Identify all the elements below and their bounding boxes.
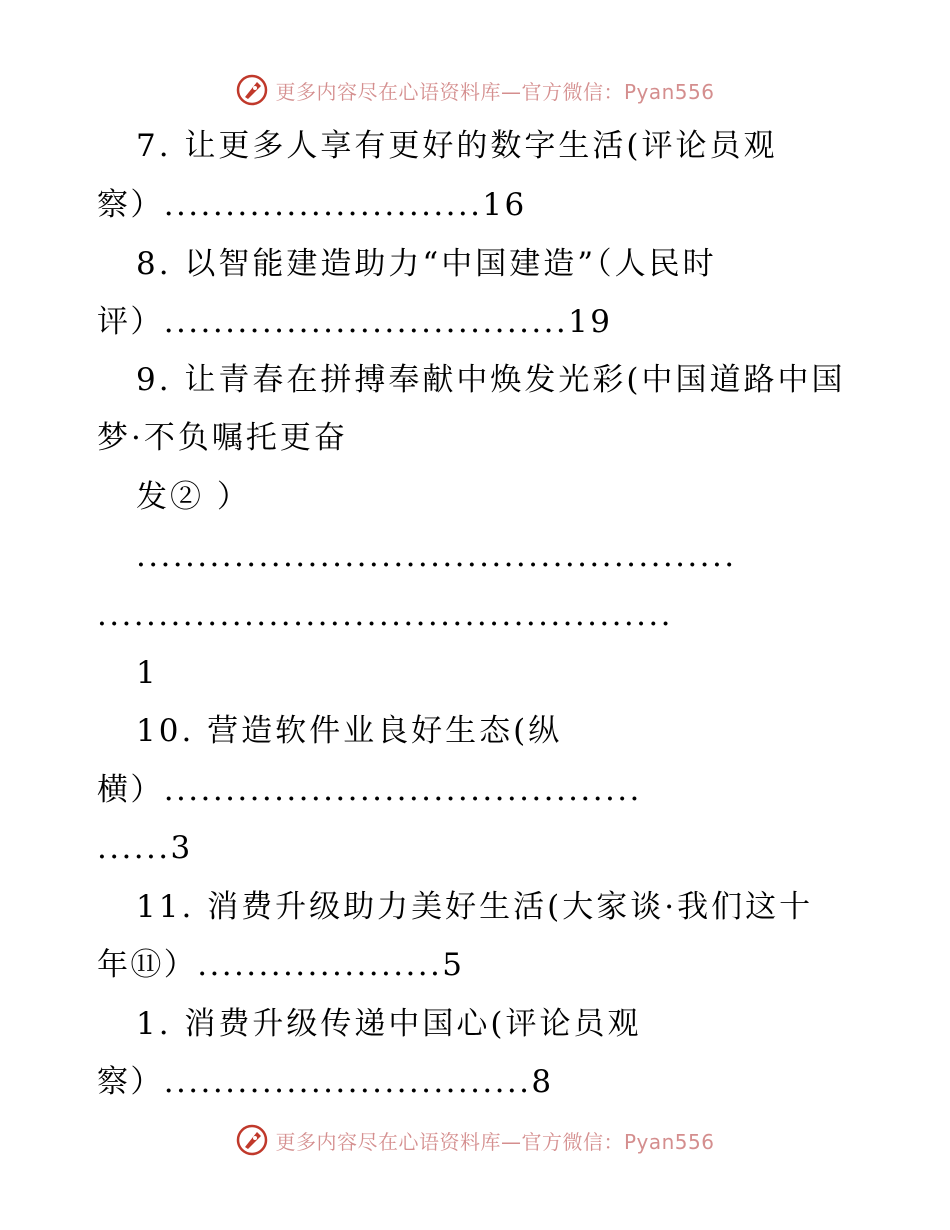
toc-line-12: 横）.......................................: [97, 772, 642, 808]
toc-line-2: 察）..........................16: [97, 187, 527, 223]
toc-line-3: 8. 以智能建造助力“中国建造”（人民时: [136, 246, 717, 282]
toc-line-10: 1: [136, 655, 159, 691]
toc-line-8: .................................................: [136, 538, 737, 574]
toc-line-11: 10. 营造软件业良好生态(纵: [136, 713, 563, 749]
toc-line-9: ...............................................: [97, 597, 673, 633]
toc-line-5: 9. 让青春在拼搏奉献中焕发光彩(中国道路中国: [136, 362, 846, 398]
toc-line-14: 11. 消费升级助力美好生活(大家谈·我们这十: [136, 889, 814, 925]
pen-nib-logo-icon: [235, 1123, 269, 1157]
toc-line-4: 评）.................................19: [97, 304, 613, 340]
toc-line-1: 7. 让更多人享有更好的数字生活(评论员观: [136, 128, 778, 164]
toc-line-7: 发② ）: [136, 479, 251, 515]
toc-line-17: 察）..............................8: [97, 1064, 554, 1100]
header-text: 更多内容尽在心语资料库—官方微信：Pyan556: [275, 79, 715, 104]
footer-text: 更多内容尽在心语资料库—官方微信：Pyan556: [275, 1129, 715, 1154]
toc-line-16: 1. 消费升级传递中国心(评论员观: [136, 1006, 642, 1042]
toc-line-6: 梦·不负嘱托更奋: [97, 420, 348, 456]
page-footer: [0, 1120, 950, 1160]
toc-line-15: 年⑪）....................5: [97, 947, 465, 983]
toc-line-13: ......3: [97, 830, 193, 866]
pen-nib-logo-icon: [235, 73, 269, 107]
page-header: [0, 70, 950, 110]
